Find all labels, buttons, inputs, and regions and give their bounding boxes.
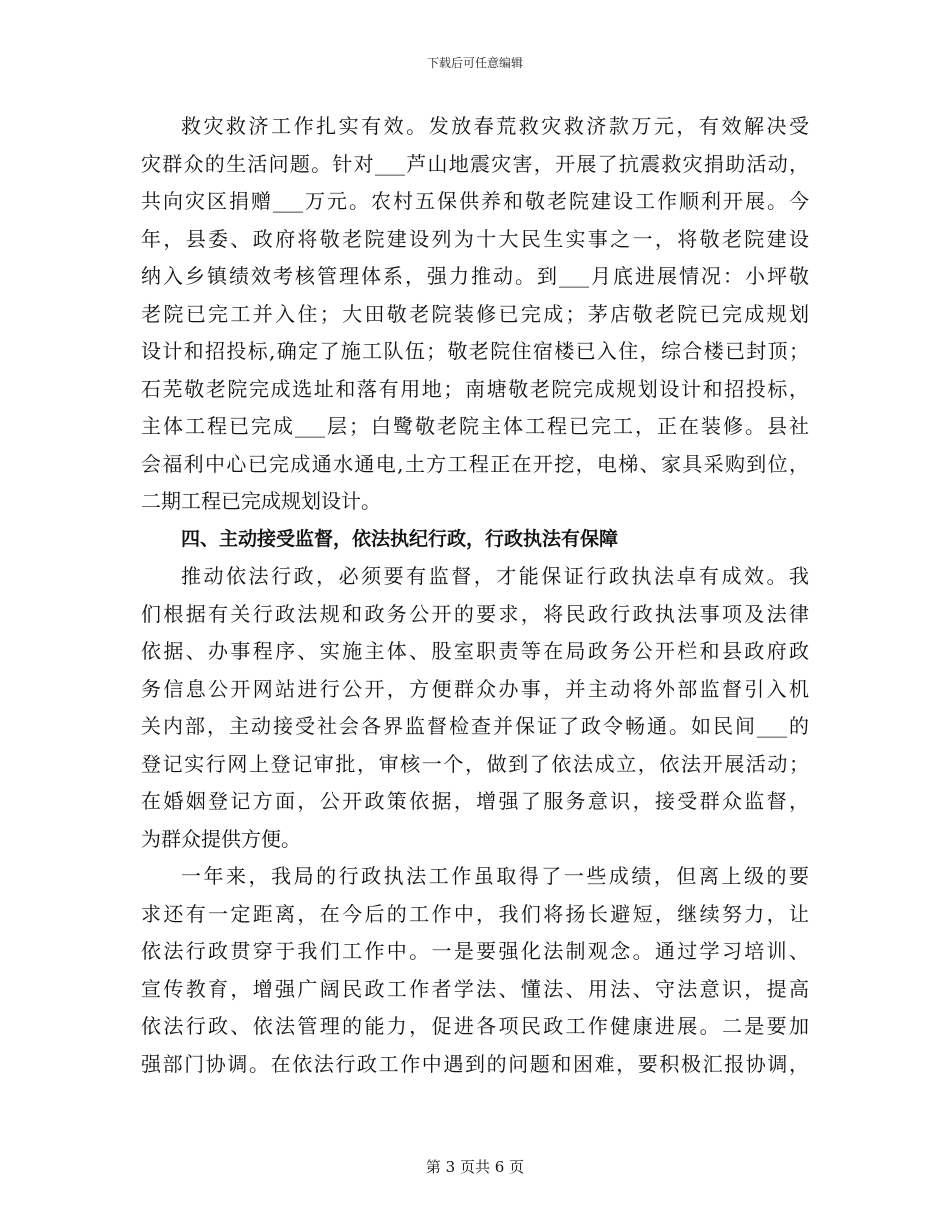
- text-line: 石芜敬老院完成选址和落有用地；南塘敬老院完成规划设计和招投标，: [141, 376, 809, 401]
- text-line: 纳入乡镇绩效考核管理体系，强力推动。到___月底进展情况：小坪敬: [141, 264, 809, 288]
- text-line: 会福利中心已完成通水通电,土方工程正在开挖，电梯、家具采购到位，: [141, 451, 809, 476]
- header-note: 下载后可任意编辑: [426, 56, 523, 70]
- text-line: 登记实行网上登记审批，审核一个，做到了依法成立，依法开展活动；: [141, 751, 809, 776]
- text-line: 依法行政、依法管理的能力，促进各项民政工作健康进展。二是要加: [141, 1014, 809, 1038]
- text-line: 在婚姻登记方面，公开政策依据，增强了服务意识，接受群众监督，: [141, 789, 809, 813]
- text-line: 关内部，主动接受社会各界监督检查并保证了政令畅通。如民间___的: [141, 714, 809, 738]
- text-line: 依据、办事程序、实施主体、股室职责等在局政务公开栏和县政府政: [141, 639, 809, 663]
- document-body: [141, 108, 809, 1083]
- text-line: 为群众提供方便。: [141, 826, 301, 851]
- text-line: 共向灾区捐赠___万元。农村五保供养和敬老院建设工作顺利开展。今: [141, 189, 809, 213]
- text-line: 年，县委、政府将敬老院建设列为十大民生实事之一，将敬老院建设: [141, 226, 809, 251]
- text-line: 依法行政贯穿于我们工作中。一是要强化法制观念。通过学习培训、: [141, 939, 809, 963]
- text-line: 二期工程已完成规划设计。: [141, 489, 381, 513]
- text-line: 推动依法行政，必须要有监督，才能保证行政执法卓有成效。我: [181, 564, 809, 588]
- text-line: 宣传教育，增强广阔民政工作者学法、懂法、用法、守法意识，提高: [141, 976, 809, 1001]
- page-number: 第 3 页共 6 页: [425, 1158, 525, 1176]
- text-line: 一年来，我局的行政执法工作虽取得了一些成绩，但离上级的要: [181, 864, 809, 888]
- text-line: 务信息公开网站进行公开，方便群众办事，并主动将外部监督引入机: [141, 676, 809, 701]
- text-line: 强部门协调。在依法行政工作中遇到的问题和困难，要积极汇报协调，: [141, 1051, 809, 1076]
- text-line: 们根据有关行政法规和政务公开的要求，将民政行政执法事项及法律: [141, 601, 809, 626]
- section-heading: 四、主动接受监督，依法执纪行政，行政执法有保障: [181, 527, 619, 550]
- text-line: 救灾救济工作扎实有效。发放春荒救灾救济款万元，有效解决受: [181, 114, 809, 138]
- text-line: 老院已完工并入住；大田敬老院装修已完成；茅店敬老院已完成规划: [141, 301, 809, 326]
- text-line: 灾群众的生活问题。针对___芦山地震灾害，开展了抗震救灾捐助活动，: [141, 151, 809, 176]
- text-line: 求还有一定距离，在今后的工作中，我们将扬长避短，继续努力，让: [141, 901, 809, 926]
- text-line: 设计和招投标,确定了施工队伍；敬老院住宿楼已入住，综合楼已封顶；: [141, 339, 809, 363]
- text-line: 主体工程已完成___层；白鹭敬老院主体工程已完工，正在装修。县社: [141, 414, 809, 438]
